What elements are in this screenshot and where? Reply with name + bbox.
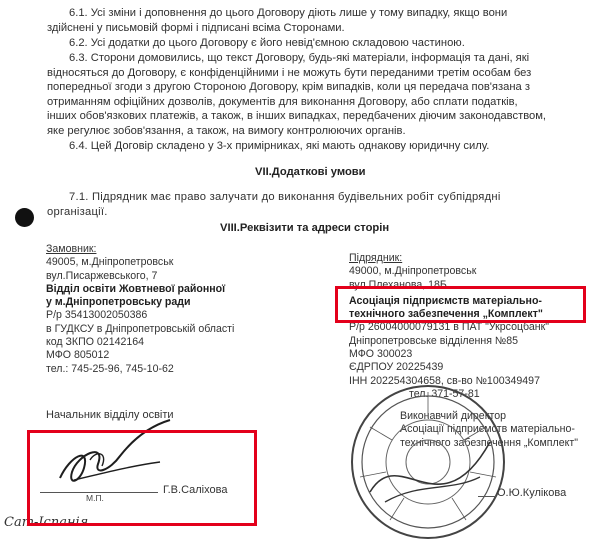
customer-address-2: вул.Писаржевського, 7	[46, 269, 158, 282]
customer-phone: тел.: 745-25-96, 745-10-62	[46, 362, 174, 375]
clause-line: організації.	[47, 205, 108, 218]
customer-role: Замовник:	[46, 243, 97, 255]
contractor-edrpou: ЄДРПОУ 20225439	[349, 361, 444, 374]
customer-org-1: Відділ освіти Жовтневої районної	[46, 282, 226, 295]
customer-bank: в ГУДКСУ в Дніпропетровській області	[46, 322, 235, 335]
contractor-signer-name: О.Ю.Кулікова	[497, 487, 567, 499]
customer-signer-name: Г.В.Саліхова	[163, 484, 228, 496]
clause-line: 6.3. Сторони домовились, що текст Договору, будь-які матеріали, інформація та дані, які	[69, 52, 530, 64]
clause-line: інших обов'язкових платежів, а також, в інших випадках, передбачених діючим законодавством,	[47, 110, 547, 123]
clause-line: попередньої згоди з другою Стороною Договору, крім випадків, коли ця передача пов'язана з	[47, 81, 530, 94]
customer-org-2: у м.Дніпропетровську ради	[46, 296, 191, 309]
clause-line: 6.1. Усі зміни і доповнення до цього Договору діють лише у тому випадку, якщо вони	[69, 7, 508, 19]
clause-line: 7.1. Підрядник має право залучати до виконання будівельних робіт субпідрядні	[69, 191, 501, 203]
clause-line: відносяться до Договору, є конфіденційними і не можуть бути переданими третім особам без	[47, 66, 532, 79]
customer-account: Р/р 35413002050386	[46, 309, 148, 322]
clause-line: 6.4. Цей Договір складено у 3-х примірниках, які мають однакову юридичну силу.	[69, 140, 490, 152]
contractor-address-2: вул.Плеханова, 18Б	[349, 278, 447, 291]
contractor-inn: ІНН 202254304658, св-во №100349497	[349, 374, 540, 387]
customer-signer-title: Начальник відділу освіти	[46, 409, 174, 421]
customer-mfo: МФО 805012	[46, 349, 110, 362]
clause-6-3	[47, 51, 547, 139]
contractor-role: Підрядник:	[349, 252, 403, 264]
contractor-signer-title-1: Виконавчий директор	[400, 410, 506, 422]
section-8-title: VIII.Реквізити та адреси сторін	[220, 222, 390, 234]
stamp-place-label: М.П.	[86, 493, 104, 503]
customer-details	[46, 243, 234, 376]
footer-handwriting: Сат-Іспанія	[4, 515, 89, 530]
contractor-account: Р/р 26004000079131 в ПАТ "Укрсоцбанк"	[349, 321, 549, 334]
contractor-phone: тел. 371-57-81	[409, 387, 480, 400]
clause-line: здійснені у письмовій формі і підписані всіма Сторонами.	[47, 21, 345, 34]
clause-6-2	[69, 36, 465, 51]
clause-7-1	[47, 190, 501, 219]
contractor-details	[349, 252, 549, 401]
clause-6-4	[69, 139, 489, 154]
round-seal-stamp	[330, 382, 530, 542]
contractor-signer-title-3: технічного забезпечення „Комплект"	[400, 436, 578, 449]
clause-line: 6.2. Усі додатки до цього Договору є його невід'ємною складовою частиною.	[69, 37, 465, 49]
clause-line: отриманням офіційних дозволів, документів для виконання Договору, або сплати податків,	[47, 95, 518, 108]
contractor-org-1: Асоціація підприємств матеріально-	[349, 294, 542, 307]
contractor-signature-line	[478, 496, 496, 497]
contractor-branch: Дніпропетровське відділення №85	[349, 334, 519, 347]
highlight-box-customer-signature	[27, 430, 257, 526]
contractor-address-1: 49000, м.Дніпропетровськ	[349, 265, 477, 278]
contractor-signer-title-2: Асоціації підприємств матеріально-	[400, 423, 575, 436]
customer-address-1: 49005, м.Дніпропетровськ	[46, 256, 174, 269]
clause-6-1	[47, 6, 508, 35]
section-7-title: VII.Додаткові умови	[255, 166, 366, 178]
contractor-org-2: технічного забезпечення „Комплект"	[349, 308, 543, 321]
contractor-mfo: МФО 300023	[349, 348, 413, 361]
punch-hole-mark	[15, 208, 34, 227]
clause-line: яке регулює зобов'язання, а також, на вимогу контролюючих органів.	[47, 124, 406, 137]
customer-code: код ЗКПО 02142164	[46, 336, 145, 349]
highlight-box-contractor-name	[335, 286, 586, 323]
